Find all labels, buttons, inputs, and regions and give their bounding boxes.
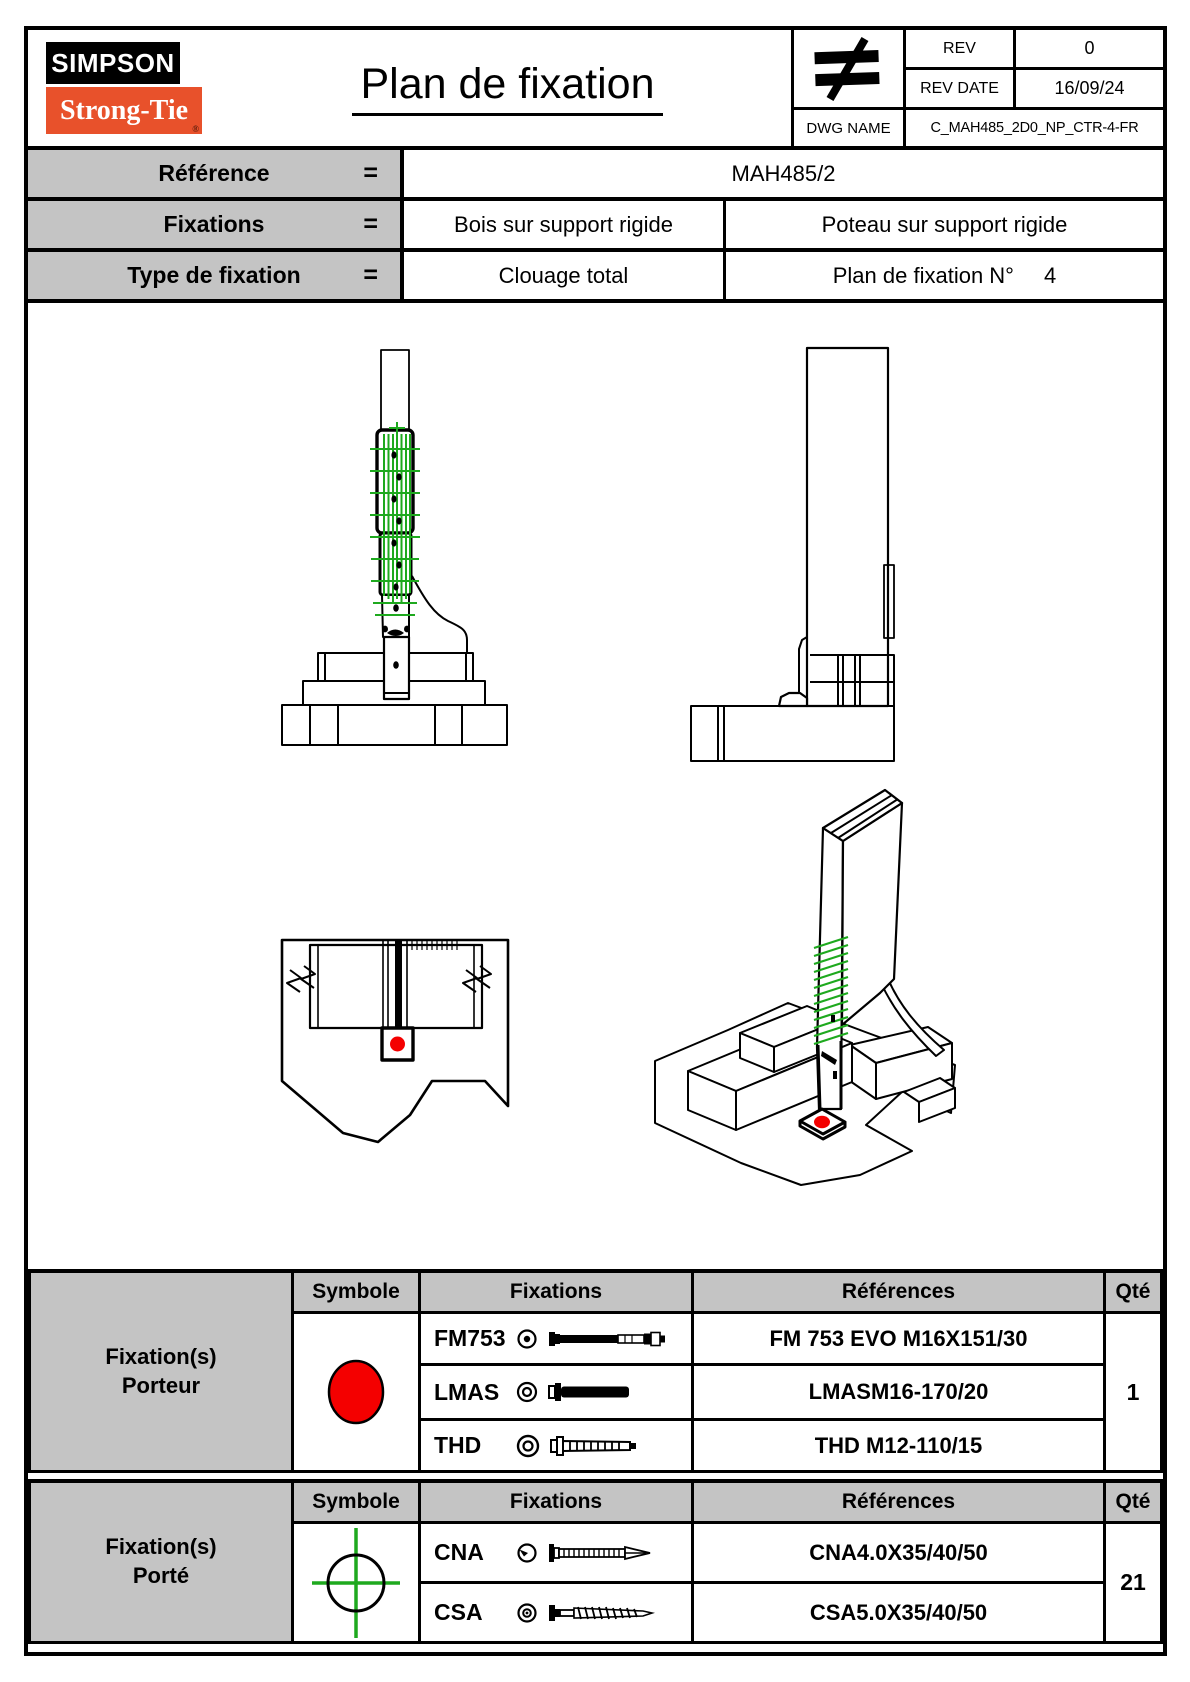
logo-strongtie <box>46 87 202 134</box>
porte-symbol-cell <box>291 1521 418 1641</box>
fixation-table-porteur <box>28 1269 1163 1473</box>
fixation-row-csa <box>418 1581 691 1641</box>
fixation-tables <box>28 1269 1163 1644</box>
type-value-left: Clouage total <box>404 252 726 299</box>
side-view <box>691 348 894 761</box>
reference-cna: CNA4.0X35/40/50 <box>691 1521 1103 1581</box>
header-fixations: Fixations <box>418 1483 691 1521</box>
fixation-table-porte <box>28 1479 1163 1644</box>
reference-label: Référence <box>158 160 270 186</box>
rev-date-label: REV DATE <box>906 70 1016 110</box>
projection-symbol-cell <box>794 30 906 110</box>
fixation-row-cna <box>418 1521 691 1581</box>
qty-porteur: 1 <box>1103 1311 1160 1470</box>
dwg-name-label: DWG NAME <box>794 110 906 146</box>
not-equal-icon <box>805 37 893 101</box>
simpson-strongtie-logo <box>28 30 224 146</box>
reference-lmas: LMASM16-170/20 <box>691 1363 1103 1418</box>
screw-head-icon <box>515 1601 539 1625</box>
isometric-view <box>655 790 955 1185</box>
type-label: Type de fixation <box>127 262 301 288</box>
group-label-line2: Porteur <box>121 1372 201 1398</box>
porteur-symbol-cell <box>291 1311 418 1470</box>
rev-label: REV <box>906 30 1016 70</box>
fixations-value-left: Bois sur support rigide <box>404 201 726 248</box>
group-label-porte <box>31 1483 291 1641</box>
code-csa: CSA <box>434 1599 483 1625</box>
plan-view <box>282 940 508 1142</box>
plan-number-cell <box>726 252 1163 299</box>
porteur-marker-plan <box>390 1037 405 1052</box>
plan-number-value: 4 <box>1043 262 1057 288</box>
code-thd: THD <box>434 1432 482 1458</box>
info-row-type <box>28 252 1163 303</box>
bolt-fm753-icon <box>548 1326 673 1352</box>
registered-mark: ® <box>192 124 199 134</box>
fixation-row-lmas <box>418 1363 691 1418</box>
group-label-line1: Fixation(s) <box>105 1343 217 1369</box>
code-fm753: FM753 <box>434 1325 506 1351</box>
fixations-label: Fixations <box>163 211 265 237</box>
technical-drawing-area <box>28 303 1163 1269</box>
nail-cna-icon <box>548 1540 663 1566</box>
reference-fm753: FM 753 EVO M16X151/30 <box>691 1311 1103 1363</box>
technical-drawing <box>28 303 1163 1269</box>
group-label-line2: Porté <box>132 1563 190 1588</box>
screw-thd-icon <box>550 1433 650 1459</box>
front-view <box>282 350 507 745</box>
info-row-reference <box>28 150 1163 201</box>
header-references: Références <box>691 1483 1103 1521</box>
header-symbole: Symbole <box>291 1483 418 1521</box>
bolt-lmas-icon <box>548 1379 648 1405</box>
header-qty: Qté <box>1103 1483 1160 1521</box>
red-dot-icon <box>306 1342 406 1442</box>
equals-sign: = <box>363 159 378 187</box>
fixations-value-right: Poteau sur support rigide <box>821 211 1068 237</box>
reference-label-cell <box>28 150 404 197</box>
drawing-sheet <box>24 26 1167 1656</box>
group-label-line1: Fixation(s) <box>105 1534 217 1560</box>
title-block <box>28 30 1163 150</box>
header-symbole: Symbole <box>291 1273 418 1311</box>
reference-csa: CSA5.0X35/40/50 <box>691 1581 1103 1641</box>
header-fixations: Fixations <box>418 1273 691 1311</box>
revision-table <box>791 30 1163 146</box>
bolt-head-icon <box>515 1327 539 1351</box>
title-area <box>224 30 791 146</box>
page-title: Plan de fixation <box>352 60 662 116</box>
fixation-row-thd <box>418 1418 691 1470</box>
dwg-name-value: C_MAH485_2D0_NP_CTR-4-FR <box>930 120 1139 136</box>
rev-value: 0 <box>1016 30 1163 70</box>
logo-strongtie-text: Strong-Tie <box>59 94 189 126</box>
fixations-label-cell <box>28 201 404 248</box>
type-label-cell <box>28 252 404 299</box>
equals-sign: = <box>363 210 378 238</box>
rev-date-value: 16/09/24 <box>1016 70 1163 110</box>
code-lmas: LMAS <box>434 1378 500 1405</box>
reference-thd: THD M12-110/15 <box>691 1418 1103 1470</box>
washer-head-icon <box>515 1380 539 1404</box>
header-references: Références <box>691 1273 1103 1311</box>
info-row-fixations <box>28 201 1163 252</box>
code-cna: CNA <box>434 1539 484 1565</box>
plan-number-label: Plan de fixation N° <box>832 262 1014 288</box>
logo-simpson: SIMPSON <box>46 42 180 84</box>
nail-head-icon <box>515 1541 539 1565</box>
group-label-porteur <box>31 1273 291 1470</box>
qty-porte: 21 <box>1103 1521 1160 1641</box>
header-qty: Qté <box>1103 1273 1160 1311</box>
porteur-marker-iso <box>814 1116 830 1128</box>
anchor-head-icon <box>515 1433 541 1459</box>
green-crosshair-icon <box>296 1525 416 1641</box>
reference-value: MAH485/2 <box>731 160 836 186</box>
equals-sign: = <box>363 261 378 289</box>
screw-csa-icon <box>548 1600 663 1626</box>
fixation-row-fm753 <box>418 1311 691 1363</box>
